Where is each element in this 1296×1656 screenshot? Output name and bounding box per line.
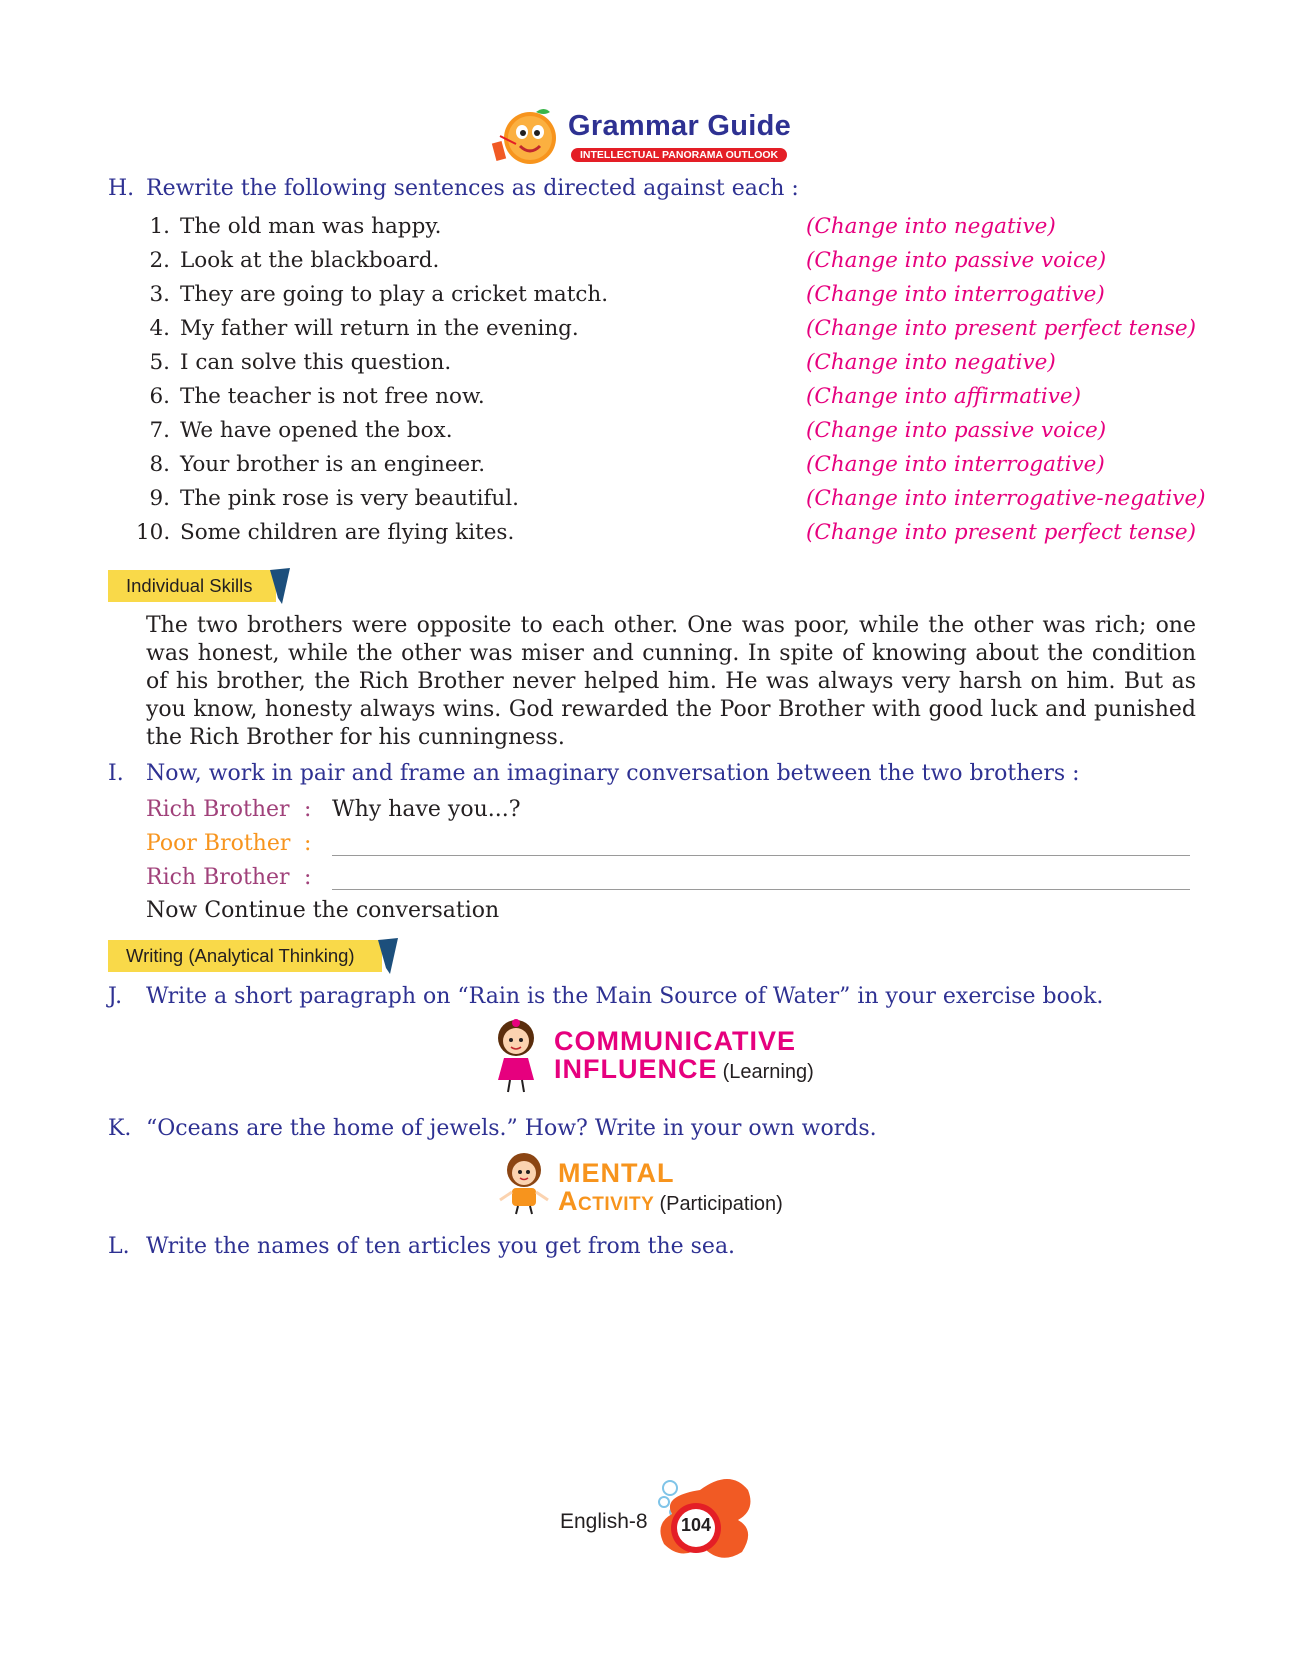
question-letter: H. — [108, 176, 135, 201]
item-number: 8. — [149, 452, 170, 477]
answer-blank-line[interactable] — [332, 889, 1190, 890]
banner-flag-icon — [378, 938, 400, 974]
speaker-colon: : — [304, 831, 312, 856]
banner-label: Individual Skills — [126, 575, 253, 596]
item-text: They are going to play a cricket match. — [180, 282, 609, 307]
dialogue-text: Why have you...? — [332, 797, 521, 822]
individual-skills-banner — [108, 570, 292, 602]
girl-mascot-icon — [486, 1016, 546, 1096]
item-text: Look at the blackboard. — [180, 248, 440, 273]
mental-title: MENTAL — [558, 1158, 675, 1188]
speaker-colon: : — [304, 865, 312, 890]
item-number: 9. — [149, 486, 170, 511]
speaker-label: Rich Brother — [146, 797, 290, 822]
influence-line — [554, 1054, 814, 1085]
item-instruction: (Change into interrogative) — [806, 452, 1105, 477]
speaker-label: Rich Brother — [146, 865, 290, 890]
mental-activity-heading — [494, 1150, 834, 1220]
item-instruction: (Change into passive voice) — [806, 248, 1107, 273]
activity-title: Activity — [558, 1186, 655, 1216]
question-prompt: “Oceans are the home of jewels.” How? Write in your own words. — [146, 1116, 877, 1141]
item-text: The teacher is not free now. — [180, 384, 485, 409]
item-text: The pink rose is very beautiful. — [180, 486, 519, 511]
item-number: 7. — [149, 418, 170, 443]
speaker-label: Poor Brother — [146, 831, 291, 856]
item-instruction: (Change into passive voice) — [806, 418, 1107, 443]
question-l — [108, 1234, 1208, 1264]
question-prompt: Rewrite the following sentences as directed against each : — [146, 176, 799, 201]
item-instruction: (Change into negative) — [806, 350, 1056, 375]
banner-label: Writing (Analytical Thinking) — [126, 945, 355, 966]
item-instruction: (Change into present perfect tense) — [806, 316, 1196, 341]
item-number: 5. — [149, 350, 170, 375]
conversation-row — [146, 831, 1196, 861]
speaker-colon: : — [304, 797, 312, 822]
participation-note: (Participation) — [659, 1193, 783, 1215]
item-number: 4. — [149, 316, 170, 341]
item-instruction: (Change into negative) — [806, 214, 1056, 239]
logo-subtitle: INTELLECTUAL PANORAMA OUTLOOK — [571, 148, 787, 162]
question-letter: I. — [108, 761, 124, 786]
item-text: My father will return in the evening. — [180, 316, 579, 341]
question-letter: J. — [108, 984, 123, 1009]
child-mascot-icon — [494, 1150, 554, 1216]
communicative-title: COMMUNICATIVE — [554, 1026, 796, 1056]
influence-title: INFLUENCE — [554, 1054, 718, 1084]
question-letter: K. — [108, 1116, 132, 1141]
question-j — [108, 984, 1208, 1014]
passage-paragraph: The two brothers were opposite to each other. One was poor, while the other was rich; one was honest, while the other was miser and cunning. In spite of knowing about the condition of his brother, the Rich Brother never helped him. He was always very harsh on him. But as you know, honesty always wins. God rewarded the Poor Brother with good luck and punished the Rich Brother for his cunningness. — [146, 613, 1196, 750]
question-h — [108, 176, 1008, 206]
question-prompt: Write a short paragraph on “Rain is the Main Source of Water” in your exercise book. — [146, 984, 1104, 1009]
learning-note: (Learning) — [722, 1061, 814, 1083]
item-instruction: (Change into present perfect tense) — [806, 520, 1196, 545]
answer-blank-line[interactable] — [332, 855, 1190, 856]
item-text: The old man was happy. — [180, 214, 442, 239]
item-text: Your brother is an engineer. — [180, 452, 486, 477]
orange-mascot-icon — [488, 106, 568, 172]
banner-flag-icon — [270, 568, 292, 604]
item-text: I can solve this question. — [180, 350, 452, 375]
communicative-influence-heading — [486, 1016, 846, 1096]
logo-title: Grammar Guide — [568, 110, 792, 142]
book-label: English-8 — [560, 1510, 648, 1533]
conversation-row — [146, 797, 1196, 827]
continue-instruction: Now Continue the conversation — [146, 898, 500, 923]
writing-banner — [108, 940, 408, 972]
grammar-guide-logo — [488, 106, 818, 172]
item-number: 3. — [149, 282, 170, 307]
item-number: 1. — [149, 214, 170, 239]
page-number: 104 — [680, 1515, 712, 1535]
item-number: 6. — [149, 384, 170, 409]
activity-line — [558, 1186, 783, 1217]
question-prompt: Write the names of ten articles you get from the sea. — [146, 1234, 736, 1259]
question-i — [108, 761, 1108, 791]
item-instruction: (Change into affirmative) — [806, 384, 1081, 409]
item-text: Some children are flying kites. — [180, 520, 515, 545]
item-text: We have opened the box. — [180, 418, 453, 443]
item-instruction: (Change into interrogative) — [806, 282, 1105, 307]
item-number: 2. — [149, 248, 170, 273]
conversation-row — [146, 865, 1196, 895]
question-k — [108, 1116, 1208, 1146]
item-instruction: (Change into interrogative-negative) — [806, 486, 1206, 511]
question-letter: L. — [108, 1234, 130, 1259]
question-prompt: Now, work in pair and frame an imaginary conversation between the two brothers : — [146, 761, 1080, 786]
item-number: 10. — [136, 520, 171, 545]
